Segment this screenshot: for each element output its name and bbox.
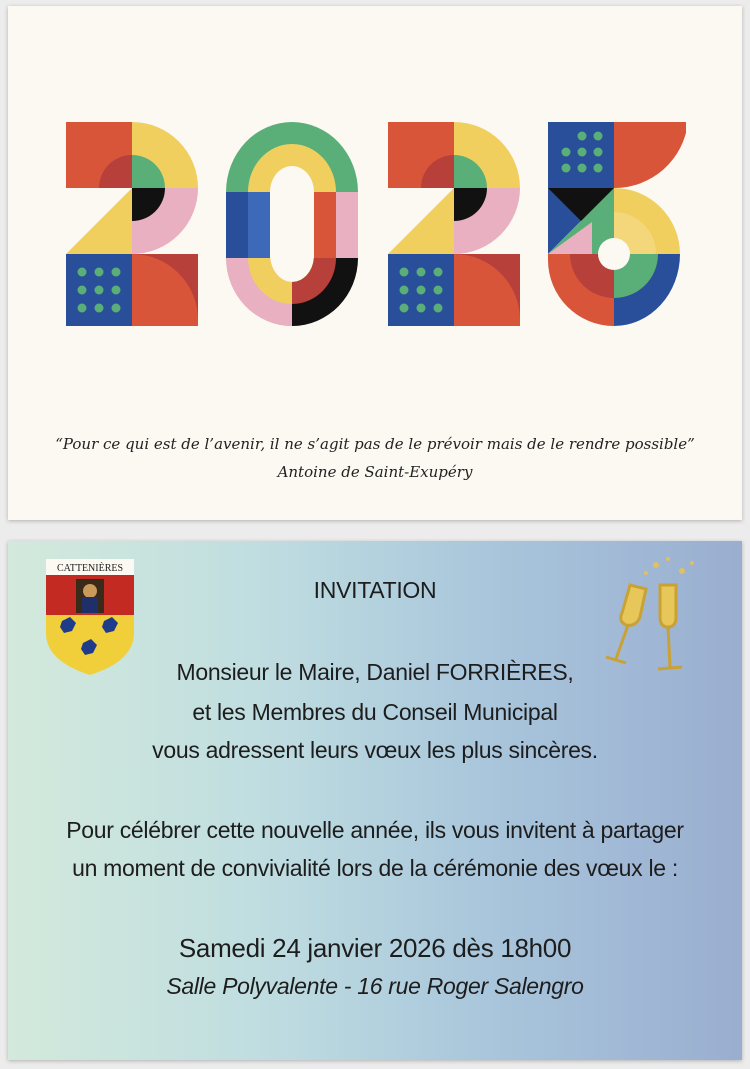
event-date: Samedi 24 janvier 2026 dès 18h00 bbox=[178, 933, 572, 963]
invitation-line-1: Monsieur le Maire, Daniel FORRIÈRES, bbox=[176, 659, 574, 685]
invitation-line-3: vous adressent leurs vœux les plus sincères. bbox=[152, 737, 598, 763]
invitation-heading: INVITATION bbox=[313, 577, 437, 603]
event-venue: Salle Polyvalente - 16 rue Roger Salengro bbox=[166, 973, 584, 999]
digit-2-first bbox=[66, 122, 198, 326]
quote-block bbox=[8, 430, 742, 486]
invite-line-1: Pour célébrer cette nouvelle année, ils vous invitent à partager bbox=[66, 817, 684, 843]
greeting-card-top bbox=[8, 6, 742, 520]
digit-2-second bbox=[388, 122, 520, 326]
crest-name: CATTENIÈRES bbox=[56, 563, 124, 574]
year-2026-artwork bbox=[66, 122, 686, 332]
champagne-glasses-icon bbox=[596, 555, 708, 673]
quote-author: Antoine de Saint-Exupéry bbox=[277, 463, 473, 481]
invitation-card bbox=[8, 541, 742, 1060]
quote-text: “Pour ce qui est de l’avenir, il ne s’agit pas de le prévoir mais de le rendre possible” bbox=[55, 435, 695, 453]
invitation-line-2: et les Membres du Conseil Municipal bbox=[192, 699, 558, 725]
digit-0 bbox=[226, 122, 358, 326]
invite-line-2: un moment de convivialité lors de la cérémonie des vœux le : bbox=[72, 855, 678, 881]
digit-6 bbox=[548, 122, 686, 326]
